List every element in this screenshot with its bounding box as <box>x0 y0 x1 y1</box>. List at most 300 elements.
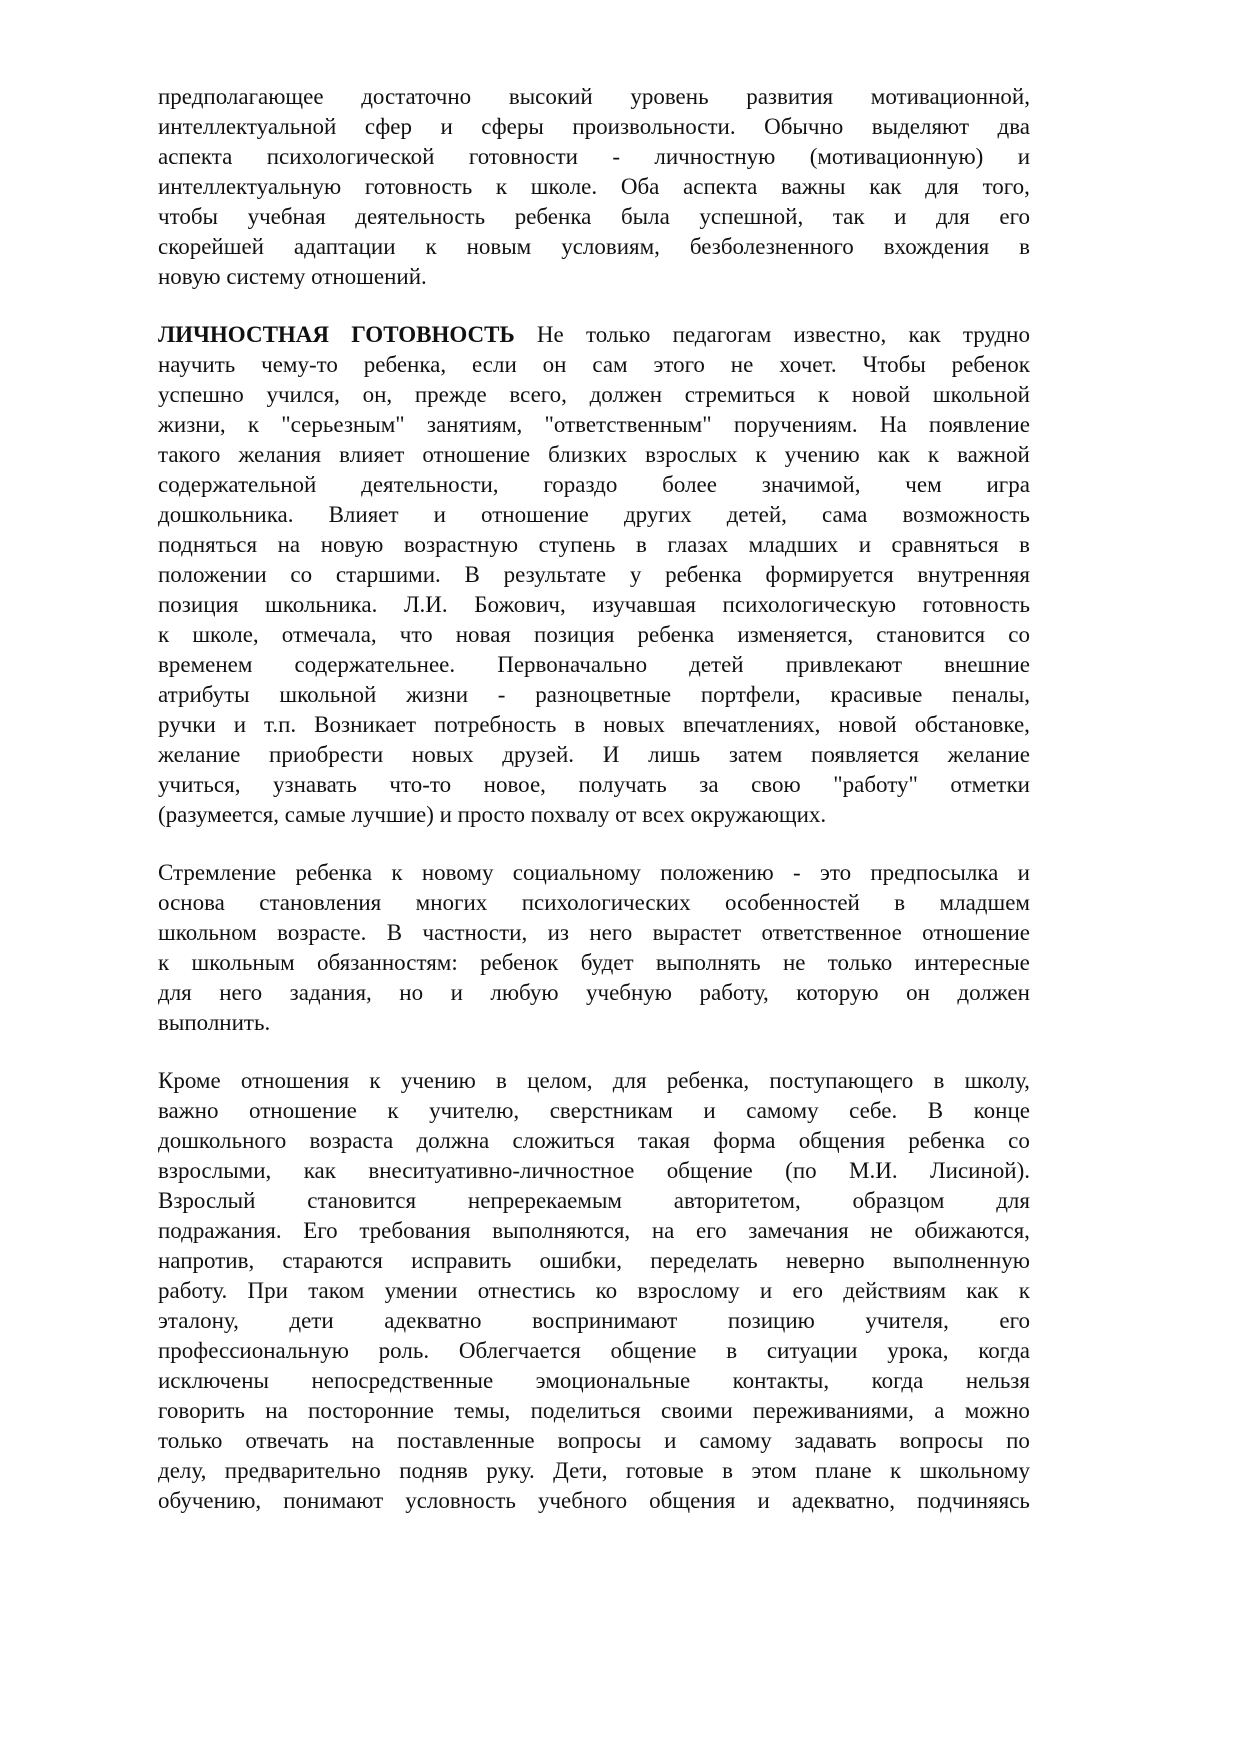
word: сверстникам <box>549 1098 673 1123</box>
word: общения <box>649 1488 736 1513</box>
word: лишь <box>648 742 701 767</box>
word: только <box>585 322 651 347</box>
word: эталону, <box>158 1308 239 1333</box>
text-line <box>158 202 1030 232</box>
word: была <box>620 204 670 229</box>
word: в <box>574 712 586 737</box>
word: этого <box>653 352 705 377</box>
word: если <box>472 352 517 377</box>
text-line <box>158 680 1030 710</box>
word: напротив, <box>158 1248 255 1273</box>
word: адекватно <box>384 1308 482 1333</box>
word: можно <box>964 1398 1030 1423</box>
word: подняв <box>399 1458 468 1483</box>
text-line <box>158 262 1030 292</box>
word: учебная <box>247 204 326 229</box>
word: школьной <box>279 682 377 707</box>
text-line <box>158 650 1030 680</box>
word: - <box>612 144 620 169</box>
text-line <box>158 410 1030 440</box>
word: новое, <box>483 772 546 797</box>
word: впечатлениях, <box>682 712 821 737</box>
word: взрослых <box>645 442 738 467</box>
word: любую <box>490 980 559 1005</box>
word: учебную <box>586 980 672 1005</box>
text-line <box>158 1008 1030 1038</box>
word: что-то <box>389 772 452 797</box>
word: со <box>290 562 313 587</box>
word: но <box>399 980 424 1005</box>
word: новым <box>466 234 532 259</box>
word: Кроме <box>158 1068 221 1093</box>
word: занятиям, <box>426 412 523 437</box>
word: хочет. <box>779 352 837 377</box>
word: отношение <box>422 442 531 467</box>
word: в <box>894 890 906 915</box>
word: внутренняя <box>917 562 1030 587</box>
word: На <box>879 412 907 437</box>
word: отношение <box>481 502 589 527</box>
word: важны <box>781 174 846 199</box>
word: как <box>908 322 941 347</box>
word: появляется <box>811 742 919 767</box>
word: таком <box>308 1278 365 1303</box>
word: исключены <box>158 1368 270 1393</box>
word: сфер <box>364 114 412 139</box>
word: Стремление <box>158 860 277 885</box>
word: При <box>247 1278 288 1303</box>
word: по <box>1006 1428 1030 1453</box>
word: того, <box>982 174 1030 199</box>
word: В <box>464 562 480 587</box>
word: для <box>925 174 959 199</box>
word: вопросы <box>557 1428 642 1453</box>
word: этом <box>751 1458 797 1483</box>
word: к <box>817 382 830 407</box>
word: отношение <box>249 1098 357 1123</box>
word: старшими. <box>335 562 441 587</box>
word: выделяют <box>871 114 969 139</box>
word: В <box>927 1098 944 1123</box>
word: учителя, <box>865 1308 949 1333</box>
word: важной <box>957 442 1030 467</box>
word: психологической <box>266 144 435 169</box>
word: ребенка, <box>666 1068 750 1093</box>
word: готовность <box>364 174 473 199</box>
word: содержательной <box>158 472 317 497</box>
word: школьной <box>932 382 1030 407</box>
word: два <box>997 114 1030 139</box>
word: урока, <box>887 1338 949 1363</box>
word: готовность <box>922 592 1030 617</box>
word: и <box>1017 860 1030 885</box>
word: дети <box>289 1308 334 1333</box>
word: друзей. <box>502 742 575 767</box>
word: для <box>612 1068 647 1093</box>
word: должен <box>589 382 663 407</box>
word: желание <box>947 742 1030 767</box>
word: это <box>819 860 852 885</box>
word: близких <box>548 442 628 467</box>
word: к <box>369 1068 381 1093</box>
word: самому <box>699 1428 772 1453</box>
text-line <box>158 1186 1030 1216</box>
word: положении <box>158 562 267 587</box>
text-line <box>158 978 1030 1008</box>
word: Дети, <box>553 1458 608 1483</box>
word: и <box>440 114 453 139</box>
word: готовности <box>468 144 578 169</box>
line-text: новую систему отношений. <box>158 264 427 289</box>
word: адаптации <box>293 234 396 259</box>
text-line <box>158 1486 1030 1516</box>
word: т.п. <box>264 712 297 737</box>
word: и <box>858 532 871 557</box>
word: со <box>1008 622 1030 647</box>
word: к <box>495 174 508 199</box>
word: жизни, <box>158 412 226 437</box>
word: свою <box>751 772 801 797</box>
word: его <box>999 1308 1030 1333</box>
word: желания <box>238 442 322 467</box>
word: гораздо <box>543 472 618 497</box>
word: значимой, <box>761 472 861 497</box>
word: дошкольного <box>158 1128 287 1153</box>
text-line <box>158 1396 1030 1426</box>
text-line <box>158 350 1030 380</box>
word: неверно <box>785 1248 865 1273</box>
word: Взрослый <box>158 1188 256 1213</box>
word: как <box>966 1278 999 1303</box>
word: для <box>936 204 970 229</box>
text-line <box>158 918 1030 948</box>
word: и <box>433 502 446 527</box>
word: к <box>1018 1278 1030 1303</box>
word: школе, <box>192 622 259 647</box>
word: говорить <box>158 1398 245 1423</box>
word: него <box>219 980 263 1005</box>
text-line <box>158 800 1030 830</box>
word: общения <box>798 1128 886 1153</box>
word: безболезненного <box>689 234 854 259</box>
word: и <box>1017 144 1030 169</box>
word: контакты, <box>732 1368 830 1393</box>
word: Его <box>303 1218 338 1243</box>
word: Первоначально <box>497 652 648 677</box>
word: руку. <box>486 1458 535 1483</box>
word: предварительно <box>224 1458 381 1483</box>
word: И <box>602 742 620 767</box>
word: целом, <box>527 1068 593 1093</box>
text-line <box>158 560 1030 590</box>
word: ко <box>595 1278 618 1303</box>
word: к <box>387 1098 399 1123</box>
word: такого <box>158 442 221 467</box>
word: в <box>1019 532 1030 557</box>
word: детей <box>689 652 744 677</box>
word: младшем <box>939 890 1030 915</box>
text-line <box>158 530 1030 560</box>
word: учиться, <box>158 772 241 797</box>
word: ребенок <box>951 352 1030 377</box>
word: становится <box>876 622 986 647</box>
word: со <box>1008 1128 1030 1153</box>
word: известно, <box>793 322 887 347</box>
word: стремиться <box>684 382 796 407</box>
word: отношения <box>240 1068 350 1093</box>
text-line <box>158 1306 1030 1336</box>
word: всего, <box>509 382 567 407</box>
text-line <box>158 1336 1030 1366</box>
word: научить <box>158 352 236 377</box>
word: условиям, <box>561 234 660 259</box>
word: переделать <box>650 1248 758 1273</box>
text-line <box>158 1366 1030 1396</box>
word: отметки <box>950 772 1030 797</box>
word: понимают <box>283 1488 384 1513</box>
word: в <box>933 1068 945 1093</box>
word: обучению, <box>158 1488 262 1513</box>
word: эмоциональные <box>535 1368 691 1393</box>
word: такая <box>637 1128 691 1153</box>
word: выполняются, <box>492 1218 631 1243</box>
word: глазах <box>667 532 729 557</box>
word: непререкаемым <box>467 1188 622 1213</box>
word: ребенка <box>295 860 373 885</box>
word: становится <box>307 1188 417 1213</box>
word: будет <box>580 950 634 975</box>
word: его <box>696 1218 727 1243</box>
word: вхождения <box>883 234 990 259</box>
word: ручки <box>158 712 216 737</box>
word: а <box>934 1398 945 1423</box>
word: результате <box>503 562 607 587</box>
text-line <box>158 888 1030 918</box>
word: сам <box>592 352 628 377</box>
word: новой <box>851 382 911 407</box>
paragraph <box>158 1066 1030 1516</box>
word: своими <box>661 1398 733 1423</box>
word: Лисиной). <box>930 1158 1030 1183</box>
word: школьном <box>158 920 257 945</box>
word: когда <box>871 1368 924 1393</box>
word: должен <box>957 980 1030 1005</box>
word: учебного <box>537 1488 628 1513</box>
text-line <box>158 320 1030 350</box>
word: прежде <box>414 382 487 407</box>
word: не <box>870 1218 893 1243</box>
word: обстановке, <box>914 712 1030 737</box>
word: выполнять <box>655 950 761 975</box>
word: Л.И. <box>403 592 448 617</box>
text-line <box>158 500 1030 530</box>
text-line <box>158 440 1030 470</box>
word: М.И. <box>849 1158 898 1183</box>
word: в <box>726 1338 738 1363</box>
word: привлекают <box>785 652 903 677</box>
word: затем <box>728 742 783 767</box>
word: подражания. <box>158 1218 282 1243</box>
word: переживаниями, <box>752 1398 914 1423</box>
word: мотивационной, <box>870 84 1030 109</box>
word: игра <box>986 472 1030 497</box>
word: общение <box>610 1338 697 1363</box>
word: получать <box>578 772 667 797</box>
word: ребенка <box>908 1128 985 1153</box>
word: нельзя <box>965 1368 1030 1393</box>
word: высокий <box>508 84 593 109</box>
word: ответственное <box>761 920 902 945</box>
word: к <box>158 622 170 647</box>
word: исправить <box>411 1248 512 1273</box>
text-line <box>158 770 1030 800</box>
word: в <box>496 1068 507 1093</box>
word: Чтобы <box>862 352 926 377</box>
word: авторитетом, <box>673 1188 801 1213</box>
word: работу, <box>699 980 769 1005</box>
word: интересные <box>914 950 1030 975</box>
word: непосредственные <box>311 1368 494 1393</box>
word: задания, <box>289 980 372 1005</box>
word: уровень <box>630 84 709 109</box>
text-line <box>158 1456 1030 1486</box>
word: портфели, <box>700 682 801 707</box>
word: жизни <box>406 682 469 707</box>
word: он, <box>362 382 393 407</box>
word: из <box>547 920 569 945</box>
word: он <box>906 980 930 1005</box>
word: как <box>869 174 902 199</box>
word: "ответственным" <box>544 412 712 437</box>
word: деятельность <box>355 204 486 229</box>
text-line <box>158 1216 1030 1246</box>
word: для <box>158 980 192 1005</box>
word: ЛИЧНОСТНАЯ <box>158 322 330 347</box>
word: так <box>832 204 865 229</box>
word: возможность <box>902 502 1030 527</box>
word: "серьезным" <box>281 412 405 437</box>
word: и <box>664 1428 677 1453</box>
word: и <box>759 1278 773 1303</box>
word: формируется <box>765 562 894 587</box>
word: его <box>792 1278 824 1303</box>
word: что <box>399 622 433 647</box>
word: поручениям. <box>733 412 858 437</box>
word: поделиться <box>530 1398 641 1423</box>
word: В <box>386 920 403 945</box>
word: школу, <box>964 1068 1030 1093</box>
word: аспекта <box>683 174 758 199</box>
word: к <box>890 1458 902 1483</box>
word: возрастную <box>403 532 519 557</box>
word: отношение <box>922 920 1030 945</box>
text-line <box>158 112 1030 142</box>
word: новых <box>603 712 665 737</box>
word: основа <box>158 890 225 915</box>
word: содержательнее. <box>294 652 456 677</box>
word: (мотивационную) <box>809 144 984 169</box>
word: вопросы <box>899 1428 984 1453</box>
word: младших <box>748 532 839 557</box>
text-line <box>158 620 1030 650</box>
word: условность <box>405 1488 516 1513</box>
word: которую <box>796 980 879 1005</box>
word: деятельности, <box>361 472 499 497</box>
word: успешной, <box>699 204 804 229</box>
text-line <box>158 948 1030 978</box>
word: красивые <box>830 682 923 707</box>
paragraph <box>158 858 1030 1038</box>
word: позицию <box>727 1308 815 1333</box>
text-line <box>158 232 1030 262</box>
word: ребенка <box>514 204 592 229</box>
word: работу. <box>158 1278 228 1303</box>
word: учению <box>784 442 860 467</box>
word: ребенок <box>480 950 559 975</box>
text-line <box>158 590 1030 620</box>
word: внешние <box>944 652 1030 677</box>
word: временем <box>158 652 253 677</box>
word: плане <box>815 1458 872 1483</box>
word: вырастет <box>652 920 742 945</box>
word: возрасте. <box>277 920 367 945</box>
word: только <box>827 950 893 975</box>
word: требования <box>359 1218 471 1243</box>
word: действиям <box>843 1278 947 1303</box>
word: становления <box>259 890 382 915</box>
word: частности, <box>422 920 528 945</box>
word: предполагающее <box>158 84 324 109</box>
word: социальному <box>512 860 641 885</box>
text-line <box>158 1066 1030 1096</box>
word: развития <box>746 84 834 109</box>
word: позиция <box>534 622 615 647</box>
word: сама <box>822 502 868 527</box>
word: многих <box>415 890 488 915</box>
word: делу, <box>158 1458 207 1483</box>
word: сравняться <box>891 532 999 557</box>
word: на <box>351 1428 375 1453</box>
word: его <box>999 204 1030 229</box>
word: школьным <box>191 950 295 975</box>
word: замечания <box>748 1218 849 1243</box>
word: других <box>623 502 692 527</box>
word: (по <box>785 1158 817 1183</box>
word: должна <box>416 1128 490 1153</box>
word: особенностей <box>725 890 860 915</box>
word: и <box>757 1488 770 1513</box>
text-line <box>158 82 1030 112</box>
word: интеллектуальную <box>158 174 342 199</box>
word: чем <box>905 472 942 497</box>
word: взрослому <box>637 1278 740 1303</box>
word: Не <box>536 322 564 347</box>
word: педагогам <box>672 322 772 347</box>
word: Возникает <box>314 712 416 737</box>
word: скорейшей <box>158 234 264 259</box>
word: - <box>793 860 801 885</box>
word: ошибки, <box>539 1248 622 1273</box>
word: дошкольника. <box>158 502 294 527</box>
word: более <box>662 472 717 497</box>
word: психологических <box>521 890 691 915</box>
word: роль. <box>378 1338 430 1363</box>
word: новая <box>455 622 511 647</box>
text-line <box>158 380 1030 410</box>
word: "работу" <box>833 772 918 797</box>
line-text: выполнить. <box>158 1010 271 1035</box>
word: психологическую <box>722 592 897 617</box>
